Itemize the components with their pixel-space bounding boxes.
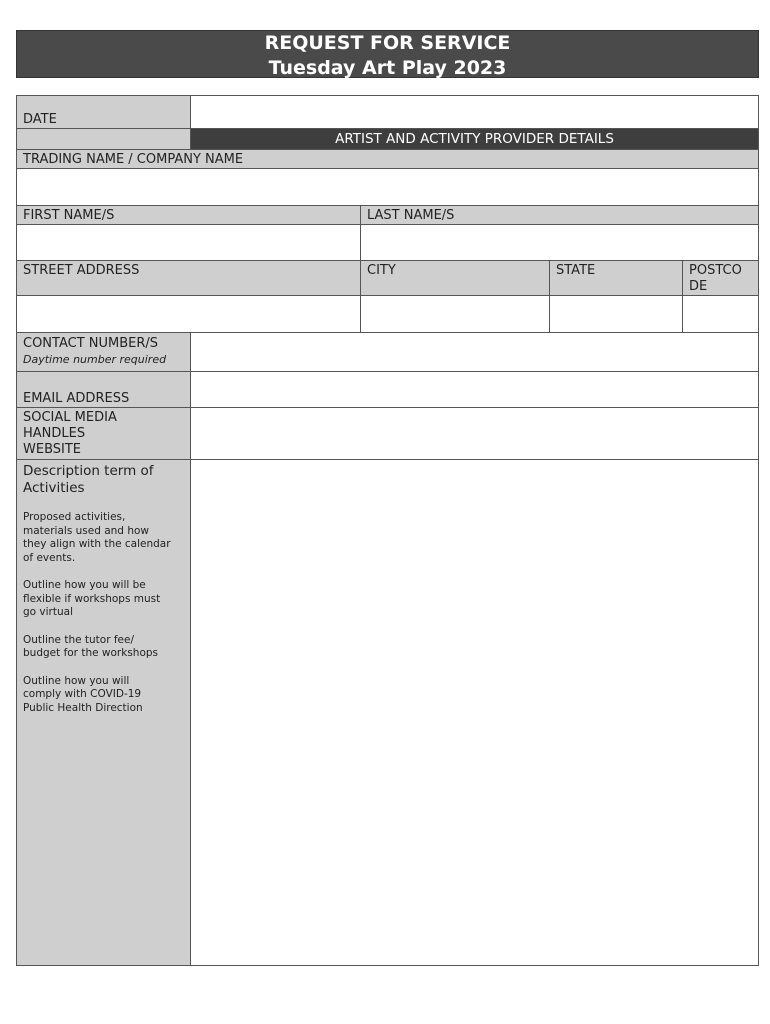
guidance-item: [17, 634, 190, 661]
postcode-label-line2: DE: [689, 279, 708, 294]
guidance-line: Proposed activities,: [23, 511, 126, 523]
last-name-field[interactable]: [360, 224, 759, 261]
guidance-line: materials used and how: [23, 524, 149, 537]
contact-note: Daytime number required: [23, 353, 167, 366]
state-label-cell: [549, 260, 683, 296]
form-title: REQUEST FOR SERVICE: [264, 32, 511, 54]
website-label: WEBSITE: [23, 442, 81, 457]
guidance-line: of events.: [23, 551, 76, 564]
guidance-line: budget for the workshops: [23, 647, 159, 659]
guidance-line: Outline the tutor fee/: [23, 633, 135, 646]
first-name-label-cell: [16, 205, 361, 225]
social-label-line2: HANDLES: [23, 426, 86, 441]
section-heading-left-cell: [16, 128, 191, 150]
guidance-item: [17, 675, 190, 716]
postcode-field[interactable]: [682, 295, 759, 333]
postcode-label-line1: POSTCO: [689, 263, 742, 278]
trading-name-label-cell: [16, 149, 759, 169]
guidance-item: [17, 579, 190, 620]
email-field[interactable]: [190, 371, 759, 408]
email-label: EMAIL ADDRESS: [23, 391, 130, 406]
last-name-label-cell: [360, 205, 759, 225]
guidance-item: [17, 511, 190, 565]
social-website-field[interactable]: [190, 407, 759, 460]
city-label-cell: [360, 260, 550, 296]
description-label-line1: Description term of: [23, 463, 154, 479]
guidance-line: Outline how you will: [23, 674, 130, 687]
contact-label: CONTACT NUMBER/S: [23, 336, 159, 351]
state-field[interactable]: [549, 295, 683, 333]
email-label-cell: [16, 371, 191, 408]
street-field[interactable]: [16, 295, 361, 333]
form-subtitle: Tuesday Art Play 2023: [268, 57, 507, 79]
city-field[interactable]: [360, 295, 550, 333]
contact-field[interactable]: [190, 332, 759, 372]
form-title-banner: [16, 30, 759, 78]
street-label: STREET ADDRESS: [23, 263, 140, 278]
guidance-line: go virtual: [23, 606, 73, 618]
street-label-cell: [16, 260, 361, 296]
description-label-line2: Activities: [23, 480, 85, 496]
description-label-cell: [16, 459, 191, 966]
section-heading: [190, 128, 759, 150]
last-name-label: LAST NAME/S: [367, 208, 455, 223]
first-name-label: FIRST NAME/S: [23, 208, 115, 223]
guidance-line: Public Health Direction: [23, 701, 143, 714]
date-label-cell: [16, 95, 191, 129]
section-heading-text: ARTIST AND ACTIVITY PROVIDER DETAILS: [335, 131, 614, 147]
guidance-line: comply with COVID-19: [23, 688, 142, 700]
postcode-label-cell: [682, 260, 759, 296]
first-name-field[interactable]: [16, 224, 361, 261]
description-field[interactable]: [190, 459, 759, 966]
guidance-line: flexible if workshops must: [23, 592, 161, 605]
social-label-cell: [16, 407, 191, 460]
state-label: STATE: [556, 263, 596, 278]
contact-label-cell: [16, 332, 191, 372]
date-label: DATE: [23, 112, 57, 127]
city-label: CITY: [367, 263, 396, 278]
trading-name-label: TRADING NAME / COMPANY NAME: [23, 152, 244, 167]
trading-name-field[interactable]: [16, 168, 759, 206]
social-label-line1: SOCIAL MEDIA: [23, 410, 117, 425]
date-field[interactable]: [190, 95, 759, 129]
guidance-line: they align with the calendar: [23, 538, 171, 550]
guidance-line: Outline how you will be: [23, 579, 146, 591]
